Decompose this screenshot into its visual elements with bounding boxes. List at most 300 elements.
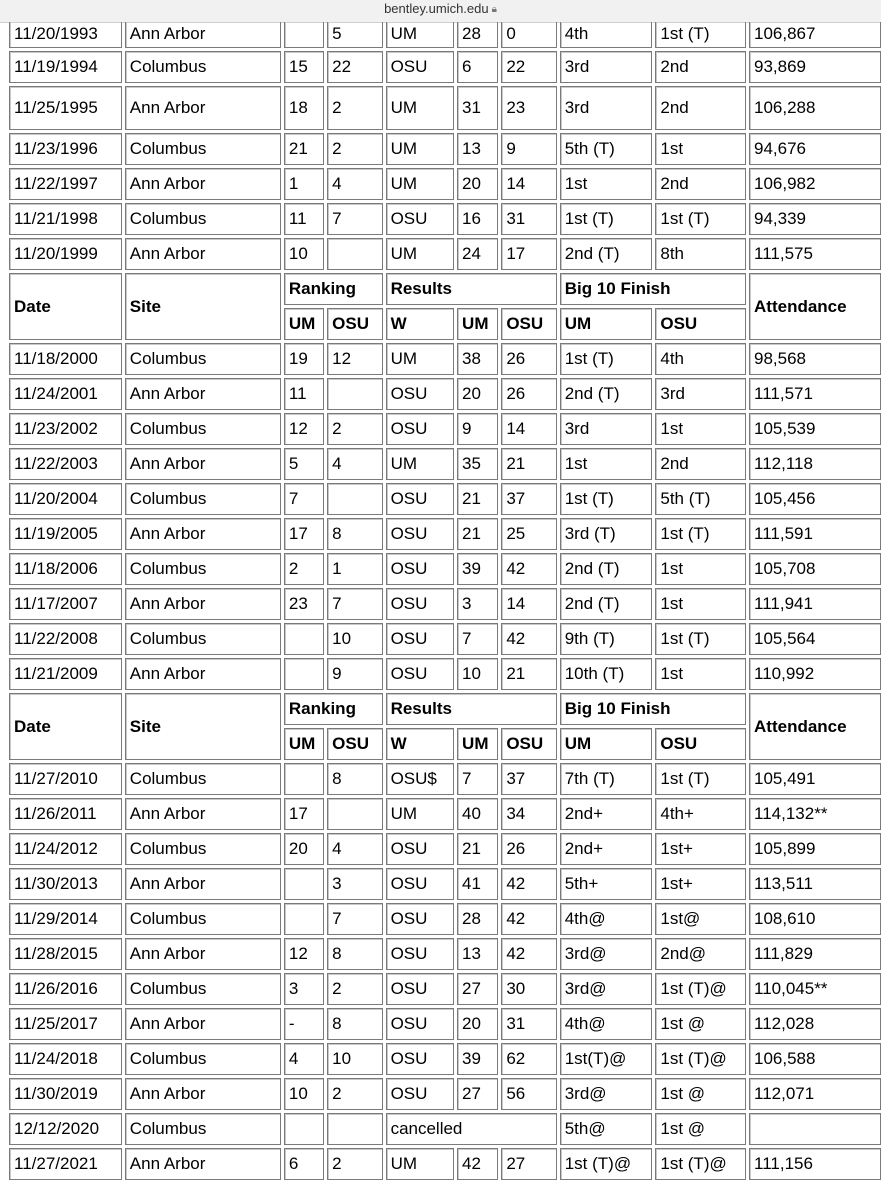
site-cell: Columbus — [125, 903, 281, 935]
um-finish-cell: 1st (T) — [560, 343, 653, 375]
osu-score-cell: 42 — [501, 938, 556, 970]
um-score-cell: 9 — [457, 413, 498, 445]
date-cell: 11/22/1997 — [9, 168, 122, 200]
table-row — [9, 763, 881, 795]
header-row — [9, 693, 881, 725]
um-score-cell: 20 — [457, 1008, 498, 1040]
table-row — [9, 903, 881, 935]
osu-finish-cell: 1st — [655, 588, 746, 620]
um-finish-cell: 3rd — [560, 413, 653, 445]
table-row — [9, 658, 881, 690]
osu-score-cell: 34 — [501, 798, 556, 830]
osu-finish-cell: 1st (T)@ — [655, 1043, 746, 1075]
header-big10-finish: Big 10 Finish — [560, 693, 746, 725]
table-row — [9, 448, 881, 480]
um-ranking-cell: 19 — [284, 343, 324, 375]
um-score-cell: 27 — [457, 1078, 498, 1110]
date-cell: 11/23/1996 — [9, 133, 122, 165]
osu-ranking-cell: 10 — [327, 1043, 382, 1075]
attendance-cell: 114,132** — [749, 798, 881, 830]
um-ranking-cell — [284, 868, 324, 900]
osu-finish-cell: 4th+ — [655, 798, 746, 830]
attendance-cell: 108,610 — [749, 903, 881, 935]
um-score-cell: 42 — [457, 1148, 498, 1180]
um-ranking-cell: 12 — [284, 413, 324, 445]
um-finish-cell: 9th (T) — [560, 623, 653, 655]
winner-cell: OSU — [386, 938, 454, 970]
osu-score-cell: 9 — [501, 133, 556, 165]
um-finish-cell: 5th (T) — [560, 133, 653, 165]
site-cell: Columbus — [125, 483, 281, 515]
table-row — [9, 51, 881, 83]
osu-finish-cell: 1st — [655, 658, 746, 690]
header-site: Site — [125, 693, 281, 760]
site-cell: Columbus — [125, 343, 281, 375]
um-ranking-cell: 3 — [284, 973, 324, 1005]
date-cell: 11/20/1993 — [9, 22, 122, 48]
date-cell: 11/27/2021 — [9, 1148, 122, 1180]
attendance-cell: 94,676 — [749, 133, 881, 165]
winner-cell: OSU — [386, 1043, 454, 1075]
header-finish-um: UM — [560, 308, 653, 340]
osu-finish-cell: 1st @ — [655, 1008, 746, 1040]
um-finish-cell: 2nd (T) — [560, 238, 653, 270]
um-finish-cell: 2nd (T) — [560, 553, 653, 585]
um-finish-cell: 1st (T) — [560, 203, 653, 235]
osu-score-cell: 21 — [501, 658, 556, 690]
um-finish-cell: 1st — [560, 448, 653, 480]
site-cell: Ann Arbor — [125, 86, 281, 130]
um-ranking-cell: 18 — [284, 86, 324, 130]
date-cell: 11/20/1999 — [9, 238, 122, 270]
header-row — [9, 273, 881, 305]
um-score-cell: 10 — [457, 658, 498, 690]
osu-finish-cell: 2nd — [655, 51, 746, 83]
um-ranking-cell: 15 — [284, 51, 324, 83]
date-cell: 11/27/2010 — [9, 763, 122, 795]
um-score-cell: 13 — [457, 938, 498, 970]
osu-finish-cell: 2nd — [655, 86, 746, 130]
um-score-cell: 35 — [457, 448, 498, 480]
osu-finish-cell: 3rd — [655, 378, 746, 410]
table-row — [9, 868, 881, 900]
winner-cell: UM — [386, 343, 454, 375]
table-row — [9, 1008, 881, 1040]
um-finish-cell: 1st — [560, 168, 653, 200]
um-ranking-cell: 6 — [284, 1148, 324, 1180]
table-row — [9, 1148, 881, 1180]
winner-cell: OSU — [386, 553, 454, 585]
header-ranking-um: UM — [284, 728, 324, 760]
osu-ranking-cell: 4 — [327, 833, 382, 865]
attendance-cell: 112,028 — [749, 1008, 881, 1040]
um-score-cell: 28 — [457, 903, 498, 935]
um-score-cell: 39 — [457, 1043, 498, 1075]
osu-score-cell: 0 — [501, 22, 556, 48]
attendance-cell: 112,071 — [749, 1078, 881, 1110]
osu-ranking-cell: 5 — [327, 22, 382, 48]
osu-ranking-cell: 10 — [327, 623, 382, 655]
site-cell: Ann Arbor — [125, 518, 281, 550]
um-ranking-cell: 20 — [284, 833, 324, 865]
osu-score-cell: 14 — [501, 413, 556, 445]
osu-finish-cell: 2nd — [655, 448, 746, 480]
osu-ranking-cell: 22 — [327, 51, 382, 83]
site-cell: Ann Arbor — [125, 938, 281, 970]
header-finish-osu: OSU — [655, 308, 746, 340]
attendance-cell: 106,982 — [749, 168, 881, 200]
um-finish-cell: 5th@ — [560, 1113, 653, 1145]
um-ranking-cell: - — [284, 1008, 324, 1040]
header-date: Date — [9, 693, 122, 760]
um-ranking-cell: 10 — [284, 238, 324, 270]
osu-finish-cell: 1st — [655, 413, 746, 445]
osu-finish-cell: 1st+ — [655, 833, 746, 865]
header-results-um: UM — [457, 308, 498, 340]
address-bar[interactable] — [0, 0, 881, 23]
site-cell: Ann Arbor — [125, 238, 281, 270]
osu-ranking-cell — [327, 238, 382, 270]
header-results-winner: W — [386, 728, 454, 760]
date-cell: 11/21/2009 — [9, 658, 122, 690]
header-ranking-osu: OSU — [327, 728, 382, 760]
winner-cell: OSU — [386, 378, 454, 410]
osu-ranking-cell: 8 — [327, 518, 382, 550]
winner-cell: OSU$ — [386, 763, 454, 795]
osu-ranking-cell: 1 — [327, 553, 382, 585]
osu-ranking-cell: 8 — [327, 763, 382, 795]
um-score-cell: 38 — [457, 343, 498, 375]
osu-score-cell: 30 — [501, 973, 556, 1005]
table-row — [9, 833, 881, 865]
osu-ranking-cell: 2 — [327, 413, 382, 445]
attendance-cell: 105,456 — [749, 483, 881, 515]
osu-finish-cell: 1st (T) — [655, 623, 746, 655]
um-finish-cell: 7th (T) — [560, 763, 653, 795]
um-ranking-cell: 17 — [284, 518, 324, 550]
winner-cell: OSU — [386, 203, 454, 235]
osu-ranking-cell — [327, 378, 382, 410]
date-cell: 11/18/2000 — [9, 343, 122, 375]
um-finish-cell: 3rd@ — [560, 938, 653, 970]
um-ranking-cell — [284, 903, 324, 935]
osu-ranking-cell: 7 — [327, 903, 382, 935]
winner-cell: OSU — [386, 868, 454, 900]
site-cell: Ann Arbor — [125, 588, 281, 620]
um-finish-cell: 3rd@ — [560, 1078, 653, 1110]
header-ranking-um: UM — [284, 308, 324, 340]
table-row — [9, 1113, 881, 1145]
um-ranking-cell — [284, 623, 324, 655]
winner-cell: OSU — [386, 518, 454, 550]
osu-ranking-cell: 8 — [327, 1008, 382, 1040]
winner-cell: OSU — [386, 483, 454, 515]
um-ranking-cell: 10 — [284, 1078, 324, 1110]
osu-finish-cell: 1st @ — [655, 1113, 746, 1145]
winner-cell: UM — [386, 133, 454, 165]
osu-score-cell: 26 — [501, 343, 556, 375]
site-cell: Ann Arbor — [125, 1008, 281, 1040]
site-cell: Columbus — [125, 833, 281, 865]
um-score-cell: 7 — [457, 623, 498, 655]
site-cell: Ann Arbor — [125, 1078, 281, 1110]
osu-finish-cell: 2nd@ — [655, 938, 746, 970]
attendance-cell: 105,539 — [749, 413, 881, 445]
attendance-cell: 105,899 — [749, 833, 881, 865]
winner-cell: OSU — [386, 903, 454, 935]
um-score-cell: 21 — [457, 833, 498, 865]
site-cell: Ann Arbor — [125, 658, 281, 690]
winner-cell: UM — [386, 86, 454, 130]
header-ranking-osu: OSU — [327, 308, 382, 340]
header-site: Site — [125, 273, 281, 340]
site-cell: Columbus — [125, 413, 281, 445]
winner-cell: UM — [386, 168, 454, 200]
um-ranking-cell: 11 — [284, 203, 324, 235]
osu-score-cell: 14 — [501, 168, 556, 200]
attendance-cell: 111,591 — [749, 518, 881, 550]
osu-score-cell: 22 — [501, 51, 556, 83]
um-score-cell: 39 — [457, 553, 498, 585]
um-score-cell: 31 — [457, 86, 498, 130]
attendance-cell: 111,941 — [749, 588, 881, 620]
osu-score-cell: 31 — [501, 1008, 556, 1040]
attendance-cell: 111,156 — [749, 1148, 881, 1180]
um-score-cell: 28 — [457, 22, 498, 48]
osu-ranking-cell — [327, 483, 382, 515]
um-finish-cell: 5th+ — [560, 868, 653, 900]
table-row — [9, 1078, 881, 1110]
attendance-cell: 111,571 — [749, 378, 881, 410]
osu-score-cell: 25 — [501, 518, 556, 550]
osu-finish-cell: 1st+ — [655, 868, 746, 900]
date-cell: 11/18/2006 — [9, 553, 122, 585]
osu-ranking-cell — [327, 1113, 382, 1145]
um-ranking-cell: 11 — [284, 378, 324, 410]
winner-cell: OSU — [386, 623, 454, 655]
attendance-cell: 106,588 — [749, 1043, 881, 1075]
table-row — [9, 133, 881, 165]
site-cell: Ann Arbor — [125, 168, 281, 200]
attendance-cell: 105,491 — [749, 763, 881, 795]
site-cell: Columbus — [125, 1113, 281, 1145]
attendance-cell: 105,564 — [749, 623, 881, 655]
table-row — [9, 938, 881, 970]
header-attendance: Attendance — [749, 693, 881, 760]
osu-ranking-cell: 3 — [327, 868, 382, 900]
um-score-cell: 6 — [457, 51, 498, 83]
table-row — [9, 86, 881, 130]
um-score-cell: 7 — [457, 763, 498, 795]
osu-finish-cell: 1st (T) — [655, 518, 746, 550]
table-row — [9, 518, 881, 550]
table-row — [9, 483, 881, 515]
date-cell: 11/20/2004 — [9, 483, 122, 515]
table-row — [9, 168, 881, 200]
um-finish-cell: 1st(T)@ — [560, 1043, 653, 1075]
um-finish-cell: 1st (T)@ — [560, 1148, 653, 1180]
site-cell: Ann Arbor — [125, 448, 281, 480]
attendance-cell: 112,118 — [749, 448, 881, 480]
osu-score-cell: 42 — [501, 553, 556, 585]
um-finish-cell: 3rd — [560, 51, 653, 83]
osu-finish-cell: 1st (T)@ — [655, 1148, 746, 1180]
table-row — [9, 238, 881, 270]
osu-ranking-cell: 9 — [327, 658, 382, 690]
um-osu-game-results-table — [6, 22, 881, 1183]
site-cell: Ann Arbor — [125, 868, 281, 900]
winner-cell: UM — [386, 1148, 454, 1180]
osu-ranking-cell: 2 — [327, 973, 382, 1005]
site-cell: Columbus — [125, 763, 281, 795]
winner-cell: UM — [386, 238, 454, 270]
um-score-cell: 20 — [457, 168, 498, 200]
table-row — [9, 553, 881, 585]
um-ranking-cell: 12 — [284, 938, 324, 970]
header-results-um: UM — [457, 728, 498, 760]
date-cell: 11/17/2007 — [9, 588, 122, 620]
osu-finish-cell: 1st@ — [655, 903, 746, 935]
osu-finish-cell: 1st (T) — [655, 203, 746, 235]
winner-cell: OSU — [386, 588, 454, 620]
attendance-cell: 111,829 — [749, 938, 881, 970]
osu-finish-cell: 2nd — [655, 168, 746, 200]
um-ranking-cell: 4 — [284, 1043, 324, 1075]
winner-cell: OSU — [386, 833, 454, 865]
date-cell: 11/22/2008 — [9, 623, 122, 655]
um-score-cell: 41 — [457, 868, 498, 900]
attendance-cell: 113,511 — [749, 868, 881, 900]
um-score-cell: 40 — [457, 798, 498, 830]
um-finish-cell: 2nd (T) — [560, 588, 653, 620]
site-cell: Columbus — [125, 133, 281, 165]
attendance-cell: 111,575 — [749, 238, 881, 270]
um-finish-cell: 2nd+ — [560, 833, 653, 865]
header-ranking: Ranking — [284, 273, 383, 305]
osu-score-cell: 26 — [501, 378, 556, 410]
attendance-cell — [749, 1113, 881, 1145]
osu-score-cell: 31 — [501, 203, 556, 235]
site-cell: Columbus — [125, 1043, 281, 1075]
osu-ranking-cell: 2 — [327, 1078, 382, 1110]
um-ranking-cell — [284, 1113, 324, 1145]
header-big10-finish: Big 10 Finish — [560, 273, 746, 305]
um-finish-cell: 4th@ — [560, 1008, 653, 1040]
osu-finish-cell: 1st (T)@ — [655, 973, 746, 1005]
date-cell: 11/21/1998 — [9, 203, 122, 235]
um-finish-cell: 3rd — [560, 86, 653, 130]
table-row — [9, 973, 881, 1005]
result-cancelled-cell: cancelled — [386, 1113, 557, 1145]
osu-score-cell: 42 — [501, 903, 556, 935]
attendance-cell: 106,867 — [749, 22, 881, 48]
attendance-cell: 94,339 — [749, 203, 881, 235]
osu-finish-cell: 4th — [655, 343, 746, 375]
osu-score-cell: 42 — [501, 868, 556, 900]
um-finish-cell: 2nd+ — [560, 798, 653, 830]
um-ranking-cell: 1 — [284, 168, 324, 200]
date-cell: 11/24/2018 — [9, 1043, 122, 1075]
um-finish-cell: 2nd (T) — [560, 378, 653, 410]
osu-score-cell: 14 — [501, 588, 556, 620]
site-cell: Columbus — [125, 203, 281, 235]
osu-finish-cell: 1st (T) — [655, 763, 746, 795]
um-ranking-cell: 2 — [284, 553, 324, 585]
um-score-cell: 20 — [457, 378, 498, 410]
winner-cell: OSU — [386, 973, 454, 1005]
attendance-cell: 98,568 — [749, 343, 881, 375]
osu-score-cell: 27 — [501, 1148, 556, 1180]
osu-score-cell: 62 — [501, 1043, 556, 1075]
um-ranking-cell: 17 — [284, 798, 324, 830]
osu-finish-cell: 5th (T) — [655, 483, 746, 515]
um-score-cell: 13 — [457, 133, 498, 165]
osu-score-cell: 56 — [501, 1078, 556, 1110]
um-finish-cell: 10th (T) — [560, 658, 653, 690]
winner-cell: OSU — [386, 1078, 454, 1110]
table-row — [9, 22, 881, 48]
site-cell: Ann Arbor — [125, 22, 281, 48]
um-finish-cell: 3rd (T) — [560, 518, 653, 550]
date-cell: 11/28/2015 — [9, 938, 122, 970]
osu-ranking-cell: 7 — [327, 203, 382, 235]
header-results-winner: W — [386, 308, 454, 340]
osu-ranking-cell: 7 — [327, 588, 382, 620]
osu-finish-cell: 8th — [655, 238, 746, 270]
osu-score-cell: 17 — [501, 238, 556, 270]
um-score-cell: 21 — [457, 483, 498, 515]
um-finish-cell: 3rd@ — [560, 973, 653, 1005]
um-ranking-cell — [284, 763, 324, 795]
winner-cell: OSU — [386, 1008, 454, 1040]
table-row — [9, 1043, 881, 1075]
date-cell: 11/19/1994 — [9, 51, 122, 83]
site-cell: Ann Arbor — [125, 1148, 281, 1180]
um-score-cell: 3 — [457, 588, 498, 620]
um-ranking-cell: 7 — [284, 483, 324, 515]
date-cell: 11/23/2002 — [9, 413, 122, 445]
table-row — [9, 413, 881, 445]
header-attendance: Attendance — [749, 273, 881, 340]
osu-finish-cell: 1st — [655, 133, 746, 165]
um-ranking-cell — [284, 658, 324, 690]
table-row — [9, 378, 881, 410]
osu-score-cell: 21 — [501, 448, 556, 480]
um-ranking-cell: 21 — [284, 133, 324, 165]
date-cell: 11/25/1995 — [9, 86, 122, 130]
osu-ranking-cell — [327, 798, 382, 830]
attendance-cell: 105,708 — [749, 553, 881, 585]
attendance-cell: 106,288 — [749, 86, 881, 130]
url-text: bentley.umich.edu — [384, 1, 489, 16]
lock-icon: 🔒︎ — [491, 4, 497, 15]
site-cell: Columbus — [125, 51, 281, 83]
date-cell: 11/22/2003 — [9, 448, 122, 480]
attendance-cell: 110,045** — [749, 973, 881, 1005]
header-ranking: Ranking — [284, 693, 383, 725]
winner-cell: OSU — [386, 51, 454, 83]
um-finish-cell: 1st (T) — [560, 483, 653, 515]
um-score-cell: 16 — [457, 203, 498, 235]
um-finish-cell: 4th@ — [560, 903, 653, 935]
date-cell: 11/30/2019 — [9, 1078, 122, 1110]
table-row — [9, 623, 881, 655]
osu-score-cell: 42 — [501, 623, 556, 655]
um-score-cell: 21 — [457, 518, 498, 550]
header-finish-osu: OSU — [655, 728, 746, 760]
date-cell: 11/24/2012 — [9, 833, 122, 865]
um-finish-cell: 4th — [560, 22, 653, 48]
